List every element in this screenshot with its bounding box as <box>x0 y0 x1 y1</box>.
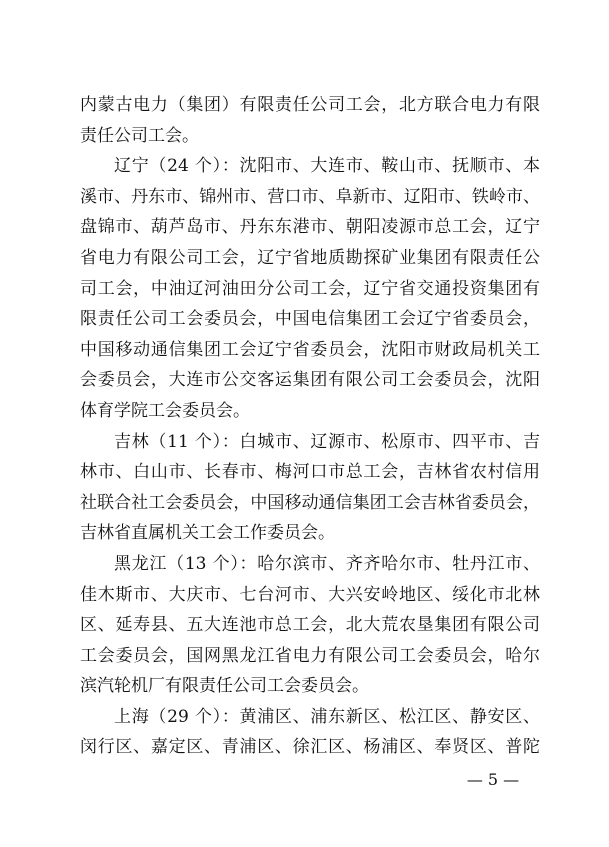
text-line-20: 滨汽轮机厂有限责任公司工会委员会。 <box>80 676 369 697</box>
text-line-4: 溪市、丹东市、锦州市、营口市、阜新市、辽阳市、铁岭市、 <box>80 186 540 207</box>
text-line-10: 会委员会，大连市公交客运集团有限公司工会委员会，沈阳 <box>80 370 540 391</box>
text-line-2: 责任公司工会。 <box>80 125 199 146</box>
text-line-21: 上海（29 个）：黄浦区、浦东新区、松江区、静安区、 <box>114 706 540 727</box>
text-line-6: 省电力有限公司工会，辽宁省地质勘探矿业集团有限责任公 <box>80 247 540 268</box>
text-line-14: 社联合社工会委员会，中国移动通信集团工会吉林省委员会， <box>80 492 540 513</box>
text-line-1: 内蒙古电力（集团）有限责任公司工会，北方联合电力有限 <box>80 95 540 115</box>
text-line-19: 工会委员会，国网黑龙江省电力有限公司工会委员会，哈尔 <box>80 645 540 666</box>
text-line-11: 体育学院工会委员会。 <box>80 400 250 421</box>
text-line-3: 辽宁（24 个）：沈阳市、大连市、鞍山市、抚顺市、本 <box>114 156 540 177</box>
text-line-18: 区、延寿县、五大连池市总工会，北大荒农垦集团有限公司 <box>80 615 540 636</box>
text-line-22: 闵行区、嘉定区、青浦区、徐汇区、杨浦区、奉贤区、普陀 <box>80 737 540 758</box>
text-line-9: 中国移动通信集团工会辽宁省委员会，沈阳市财政局机关工 <box>80 339 540 360</box>
text-line-8: 限责任公司工会委员会，中国电信集团工会辽宁省委员会， <box>80 309 540 330</box>
text-line-17: 佳木斯市、大庆市、七台河市、大兴安岭地区、绥化市北林 <box>80 584 540 605</box>
document-body <box>80 90 540 763</box>
text-line-7: 司工会，中油辽河油田分公司工会，辽宁省交通投资集团有 <box>80 278 540 299</box>
page-number: — 5 — <box>466 770 520 789</box>
text-line-15: 吉林省直属机关工会工作委员会。 <box>80 523 335 544</box>
text-line-16: 黑龙江（13 个）：哈尔滨市、齐齐哈尔市、牡丹江市、 <box>114 553 540 574</box>
text-line-12: 吉林（11 个）：白城市、辽源市、松原市、四平市、吉 <box>114 431 540 452</box>
text-line-5: 盘锦市、葫芦岛市、丹东东港市、朝阳凌源市总工会，辽宁 <box>80 217 540 238</box>
text-line-13: 林市、白山市、长春市、梅河口市总工会，吉林省农村信用 <box>80 462 540 483</box>
